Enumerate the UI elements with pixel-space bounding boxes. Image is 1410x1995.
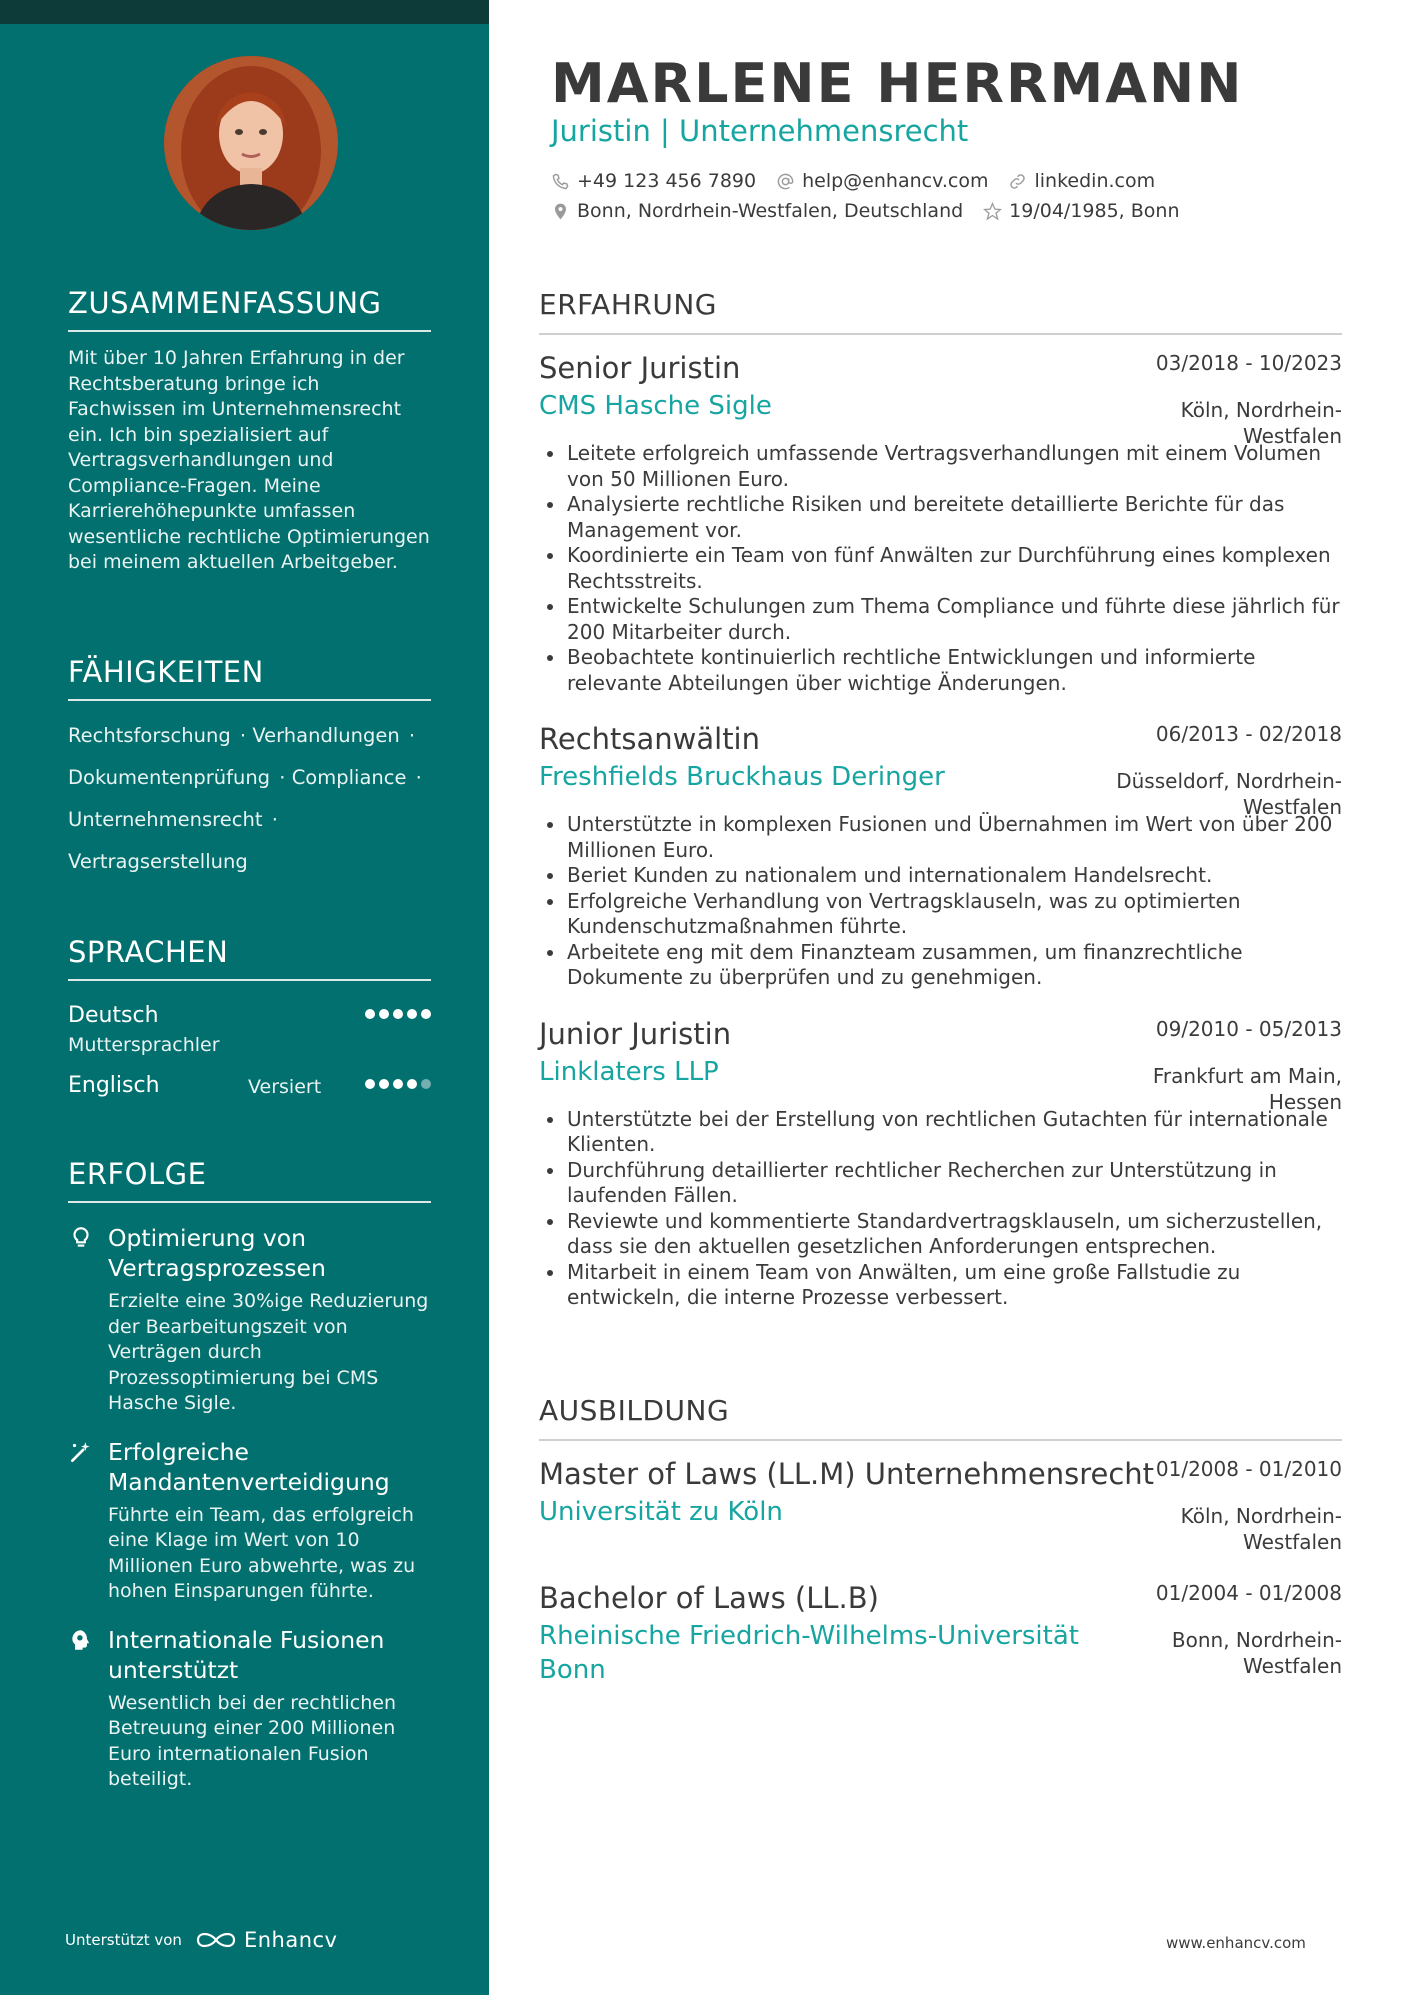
education-location: Köln, Nordrhein-Westfalen	[1180, 1504, 1342, 1554]
summary-section	[68, 286, 431, 576]
achievements-section	[68, 1157, 431, 1793]
footer-url[interactable]: www.enhancv.com	[1166, 1934, 1306, 1952]
achievement-item	[68, 1223, 431, 1417]
job-company: Freshfields Bruckhaus Deringer	[539, 762, 945, 792]
link-icon	[1008, 172, 1027, 191]
phone-icon	[551, 172, 570, 191]
candidate-name: MARLENE HERRMANN	[551, 52, 1244, 115]
achievement-desc: Wesentlich bei der rechtlichen Betreuung einer 200 Millionen Euro internationalen Fusion beteiligt.	[108, 1691, 396, 1790]
bullet-item: Erfolgreiche Verhandlung von Vertragsklauseln, was zu optimierten Kundenschutzmaßnahmen führte.	[539, 889, 1342, 940]
language-level: Versiert	[248, 1076, 322, 1098]
achievement-title: Optimierung von Vertragsprozessen	[108, 1224, 326, 1282]
language-level: Muttersprachler	[68, 1034, 220, 1056]
rating-dot	[365, 1079, 375, 1089]
bullet-item: Arbeitete eng mit dem Finanzteam zusammen, um finanzrechtliche Dokumente zu überprüfen und zu genehmigen.	[539, 940, 1342, 991]
language-row	[68, 1003, 431, 1073]
language-rating	[365, 1079, 431, 1089]
enhancv-brand: Enhancv	[243, 1928, 338, 1952]
job-role: Senior Juristin	[539, 351, 741, 385]
bullet-item: Entwickelte Schulungen zum Thema Compliance und führte diese jährlich für 200 Mitarbeiter durch.	[539, 594, 1342, 645]
location-text: Bonn, Nordrhein-Westfalen, Deutschland	[577, 200, 964, 222]
achievement-desc: Erzielte eine 30%ige Reduzierung der Bearbeitungszeit von Verträgen durch Prozessoptimierung bei CMS Hasche Sigle.	[108, 1290, 429, 1414]
achievement-title: Internationale Fusionen unterstützt	[108, 1625, 385, 1684]
powered-by-label: Unterstützt von	[65, 1931, 182, 1949]
birth-text: 19/04/1985, Bonn	[1009, 200, 1180, 222]
job-location: Köln, Nordrhein-Westfalen	[1180, 398, 1342, 448]
bullet-item: Mitarbeit in einem Team von Anwälten, um eine große Fallstudie zu entwickeln, die interne Prozesse verbessert.	[539, 1260, 1342, 1311]
head-gear-icon	[68, 1627, 94, 1653]
achievement-title: Erfolgreiche Mandantenverteidigung	[108, 1437, 390, 1496]
achievement-desc: Führte ein Team, das erfolgreich eine Klage im Wert von 10 Millionen Euro abwehrte, was zu hohen Einsparungen führte.	[108, 1503, 416, 1602]
education-heading: AUSBILDUNG	[539, 1394, 1342, 1441]
at-icon	[776, 172, 795, 191]
rating-dot	[407, 1079, 417, 1089]
job-location: Düsseldorf, Nordrhein-Westfalen	[1116, 769, 1342, 819]
skill-item: Compliance	[291, 766, 407, 789]
skills-heading: FÄHIGKEITEN	[68, 655, 431, 701]
contact-location	[551, 200, 963, 222]
lightbulb-icon	[68, 1225, 94, 1251]
languages-heading: SPRACHEN	[68, 935, 431, 981]
phone-text: +49 123 456 7890	[577, 170, 757, 192]
bullet-item: Beriet Kunden zu nationalem und internationalem Handelsrecht.	[539, 863, 1342, 889]
skills-list: Rechtsforschung · Verhandlungen · Dokumentenprüfung · Compliance · Unternehmensrecht · Vertragserstellung	[68, 724, 422, 873]
magic-wand-icon	[68, 1439, 94, 1465]
sidebar	[0, 0, 489, 1995]
contact-phone[interactable]	[551, 170, 756, 192]
job-role: Junior Juristin	[539, 1016, 732, 1051]
education-entry	[539, 1579, 1342, 1687]
language-row	[68, 1073, 431, 1143]
bullet-item: Analysierte rechtliche Risiken und bereitete detaillierte Berichte für das Management vor.	[539, 492, 1342, 543]
degree: Bachelor of Laws (LL.B)	[539, 1581, 879, 1615]
job-company: Linklaters LLP	[539, 1056, 719, 1087]
experience-entry	[539, 349, 1342, 696]
contact-row-1	[551, 170, 1175, 192]
location-pin-icon	[551, 202, 570, 221]
education-section	[539, 1394, 1342, 1687]
experience-heading: ERFAHRUNG	[539, 288, 1342, 335]
summary-text: Mit über 10 Jahren Erfahrung in der Rechtsberatung bringe ich Fachwissen im Unternehmensrecht ein. Ich bin spezialisiert auf Vertragsverhandlungen und Compliance-Fragen. Meine Karrierehöhepunkte umfassen wesentliche rechtliche Optimierungen bei meinem aktuellen Arbeitgeber.	[68, 347, 430, 573]
bullet-item: Unterstützte bei der Erstellung von rechtlichen Gutachten für internationale Klienten.	[539, 1107, 1342, 1158]
bullet-item: Reviewte und kommentierte Standardvertragsklauseln, um sicherzustellen, dass sie den aktuellen gesetzlichen Anforderungen entsprechen.	[539, 1209, 1342, 1260]
language-name: Englisch	[68, 1073, 160, 1098]
rating-dot	[365, 1009, 375, 1019]
achievement-item	[68, 1437, 431, 1605]
school: Universität zu Köln	[539, 1497, 783, 1527]
rating-dot	[379, 1009, 389, 1019]
achievement-item	[68, 1625, 431, 1793]
powered-by	[65, 1928, 337, 1952]
rating-dot	[407, 1009, 417, 1019]
link-text: linkedin.com	[1034, 170, 1156, 192]
sidebar-top-bar	[0, 0, 489, 24]
candidate-title: Juristin | Unternehmensrecht	[551, 114, 969, 148]
education-date: 01/2004 - 01/2008	[1155, 1581, 1342, 1605]
job-role: Rechtsanwältin	[539, 722, 760, 756]
job-date: 06/2013 - 02/2018	[1155, 722, 1342, 746]
skill-item: Unternehmensrecht	[68, 808, 263, 831]
contact-link[interactable]	[1008, 170, 1155, 192]
avatar	[164, 56, 338, 230]
experience-section	[539, 288, 1342, 1311]
rating-dot	[393, 1079, 403, 1089]
experience-entry	[539, 1015, 1342, 1311]
bullet-item: Leitete erfolgreich umfassende Vertragsverhandlungen mit einem Volumen von 50 Millionen Euro.	[539, 441, 1342, 492]
language-rating	[365, 1009, 431, 1019]
languages-section	[68, 935, 431, 1143]
contact-row-2	[551, 200, 1200, 222]
bullet-item: Durchführung detaillierter rechtlicher Recherchen zur Unterstützung in laufenden Fällen.	[539, 1158, 1342, 1209]
bullet-item: Koordinierte ein Team von fünf Anwälten zur Durchführung eines komplexen Rechtsstreits.	[539, 543, 1342, 594]
job-bullets	[539, 812, 1342, 991]
summary-heading: ZUSAMMENFASSUNG	[68, 286, 431, 332]
bullet-item: Beobachtete kontinuierlich rechtliche Entwicklungen und informierte relevante Abteilungen über wichtige Änderungen.	[539, 645, 1342, 696]
star-icon	[983, 202, 1002, 221]
job-date: 03/2018 - 10/2023	[1155, 351, 1342, 375]
school: Rheinische Friedrich-Wilhelms-Universität Bonn	[539, 1621, 1079, 1685]
education-location: Bonn, Nordrhein-Westfalen	[1171, 1628, 1342, 1678]
skill-item: Dokumentenprüfung	[68, 766, 271, 789]
bullet-item: Unterstützte in komplexen Fusionen und Übernahmen im Wert von über 200 Millionen Euro.	[539, 812, 1342, 863]
skill-item: Rechtsforschung	[68, 724, 231, 747]
contact-birth	[983, 200, 1179, 222]
skill-item: Verhandlungen	[252, 724, 400, 747]
rating-dot	[393, 1009, 403, 1019]
rating-dot	[421, 1009, 431, 1019]
rating-dot	[379, 1079, 389, 1089]
job-date: 09/2010 - 05/2013	[1155, 1016, 1342, 1041]
skills-section	[68, 655, 431, 883]
enhancv-logo-icon	[194, 1929, 238, 1951]
job-company: CMS Hasche Sigle	[539, 391, 772, 421]
email-text: help@enhancv.com	[802, 170, 989, 192]
job-bullets	[539, 1107, 1342, 1311]
job-bullets	[539, 441, 1342, 696]
job-location: Frankfurt am Main, Hessen	[1152, 1063, 1342, 1114]
skill-item: Vertragserstellung	[68, 850, 248, 873]
experience-entry	[539, 720, 1342, 991]
education-entry	[539, 1455, 1342, 1565]
rating-dot	[421, 1079, 431, 1089]
achievements-heading: ERFOLGE	[68, 1157, 431, 1203]
avatar-image	[164, 56, 338, 230]
language-name: Deutsch	[68, 1003, 159, 1028]
degree: Master of Laws (LL.M) Unternehmensrecht	[539, 1457, 1155, 1491]
education-date: 01/2008 - 01/2010	[1155, 1457, 1342, 1481]
enhancv-logo[interactable]	[194, 1928, 338, 1952]
contact-email[interactable]	[776, 170, 988, 192]
